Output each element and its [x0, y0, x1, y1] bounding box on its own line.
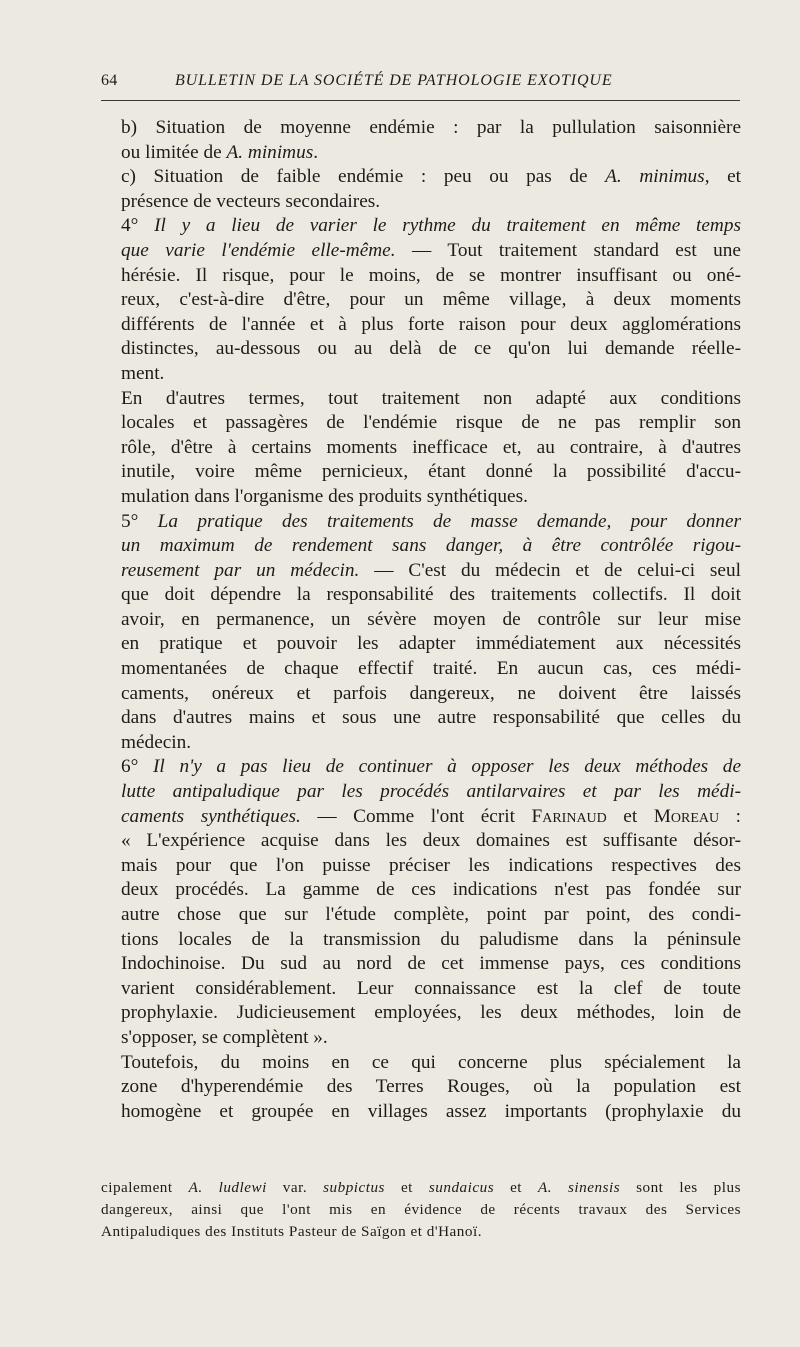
text-line: locales et passagères de l'endémie risque de ne pas remplir son	[121, 412, 741, 434]
paragraph-en-dautres-termes	[101, 387, 741, 510]
text-line: reux, c'est-à-dire d'être, pour un même village, à deux moments	[121, 289, 741, 311]
footnote-line: dangereux, ainsi que l'ont mis en évidence de récents travaux des Services	[101, 1201, 741, 1218]
text-line: reusement par un médecin. — C'est du médecin et de celui-ci seul	[121, 559, 741, 581]
text-line: 5° La pratique des traitements de masse demande, pour donner	[121, 510, 741, 532]
paragraph-6	[101, 755, 741, 1050]
paragraph-b	[101, 116, 741, 165]
text-line: s'opposer, se complètent ».	[121, 1026, 328, 1048]
text-line: zone d'hyperendémie des Terres Rouges, où la population est	[121, 1076, 741, 1098]
text-line: présence de vecteurs secondaires.	[121, 190, 381, 212]
body-text	[101, 116, 741, 1124]
text-line: inutile, voire même pernicieux, étant donné la possibilité d'accu-	[121, 461, 741, 483]
footnote-line: Antipaludiques des Instituts Pasteur de Saïgon et d'Hanoï.	[101, 1223, 483, 1240]
text-line: Indochinoise. Du sud au nord de cet immense pays, ces conditions	[121, 953, 741, 975]
text-line: caments synthétiques. — Comme l'ont écrit Farinaud et Moreau :	[121, 805, 741, 827]
text-line: c) Situation de faible endémie : peu ou pas de A. minimus, et	[121, 166, 741, 188]
author-name: Farinaud	[531, 805, 607, 827]
paragraph-4	[101, 214, 741, 386]
footnote	[101, 1177, 741, 1243]
text-line: En d'autres termes, tout traitement non adapté aux conditions	[121, 387, 741, 409]
page-number: 64	[101, 72, 118, 89]
paragraph-5	[101, 510, 741, 756]
running-title: BULLETIN DE LA SOCIÉTÉ DE PATHOLOGIE EXOTIQUE	[175, 72, 613, 89]
text-line: autre chose que sur l'étude complète, point par point, des condi-	[121, 904, 741, 925]
text-line: rôle, d'être à certains moments inefficace et, au contraire, à d'autres	[121, 436, 741, 458]
text-line: caments, onéreux et parfois dangereux, ne doivent être laissés	[121, 682, 741, 704]
header-rule	[101, 100, 740, 101]
text-line: momentanées de chaque effectif traité. En aucun cas, ces médi-	[121, 658, 741, 680]
text-line: lutte antipaludique par les procédés antilarvaires et par les médi-	[121, 781, 741, 803]
text-line: 4° Il y a lieu de varier le rythme du traitement en même temps	[121, 215, 741, 237]
text-line: mais pour que l'on puisse préciser les indications respectives des	[121, 854, 741, 876]
text-line: distinctes, au-dessous ou au delà de ce qu'on lui demande réelle-	[121, 338, 741, 360]
text-line: mulation dans l'organisme des produits synthétiques.	[121, 485, 528, 507]
text-line: b) Situation de moyenne endémie : par la pullulation saisonnière	[121, 117, 741, 138]
text-line: deux procédés. La gamme de ces indications n'est pas fondée sur	[121, 879, 741, 901]
text-line: tions locales de la transmission du paludisme dans la péninsule	[121, 928, 741, 950]
text-line: prophylaxie. Judicieusement employées, les deux méthodes, loin de	[121, 1002, 741, 1024]
text-line: 6° Il n'y a pas lieu de continuer à opposer les deux méthodes de	[121, 756, 742, 778]
text-line: un maximum de rendement sans danger, à être contrôlée rigou-	[121, 535, 741, 557]
text-line: que varie l'endémie elle-même. — Tout traitement standard est une	[121, 239, 741, 261]
text-line: dans d'autres mains et sous une autre responsabilité que celles du	[121, 707, 741, 729]
text-line: ou limitée de A. minimus.	[121, 141, 319, 163]
text-line: en pratique et pouvoir les adapter immédiatement aux nécessités	[121, 633, 741, 655]
text-line: varient considérablement. Leur connaissance est la clef de toute	[121, 977, 741, 999]
author-name: Moreau	[653, 805, 720, 827]
text-line: Toutefois, du moins en ce qui concerne plus spécialement la	[121, 1051, 741, 1073]
footnote-line: cipalement A. ludlewi var. subpictus et sundaicus et A. sinensis sont les plus	[101, 1179, 741, 1196]
text-line: hérésie. Il risque, pour le moins, de se montrer insuffisant ou oné-	[121, 264, 741, 286]
text-line: médecin.	[121, 731, 192, 753]
text-line: différents de l'année et à plus forte raison pour deux agglomérations	[121, 313, 741, 335]
text-line: « L'expérience acquise dans les deux domaines est suffisante désor-	[121, 830, 741, 852]
running-header	[101, 72, 741, 94]
paragraph-toutefois	[101, 1051, 741, 1125]
text-line: homogène et groupée en villages assez importants (prophylaxie du	[121, 1100, 741, 1122]
text-line: que doit dépendre la responsabilité des traitements collectifs. Il doit	[121, 584, 741, 606]
text-line: avoir, en permanence, un sévère moyen de contrôle sur leur mise	[121, 608, 741, 630]
paragraph-c	[101, 165, 741, 214]
text-line: ment.	[121, 362, 165, 384]
